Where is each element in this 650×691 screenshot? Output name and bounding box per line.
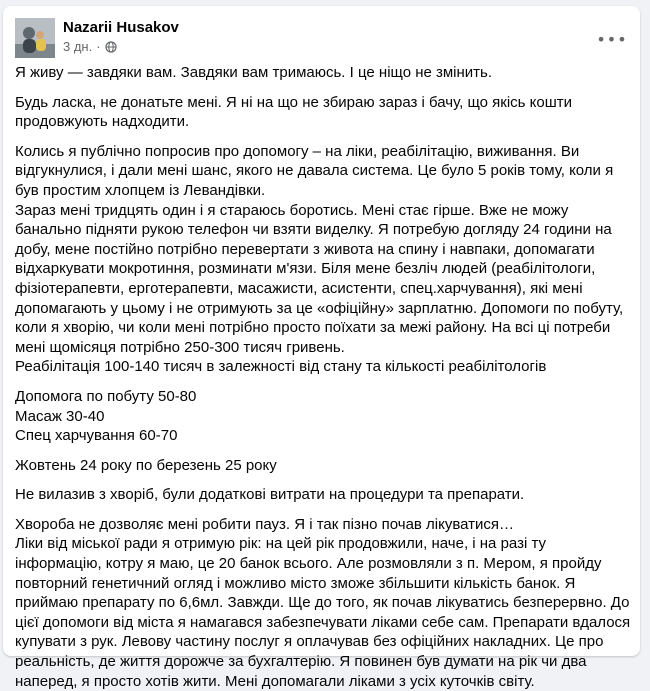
post-paragraph: Ліки від міської ради я отримую рік: на цей рік продовжили, наче, і на разі ту інформацію, котру я маю, це 20 банок всього. Але розмовляли з п. Мером, я пройду повторний генетичний огляд і можливо місто зможе збільшити кількість банок. Я приймаю препарату по 6,6мл. Завжди. Ще до того, як почав лікуватись безперервно. До цієї допомоги від міста я намагався забезпечувати ліками себе сам. Препарати вдалося купувати з рук. Левову частину послуг я оплачував без офіційних накладних. Це про реальність, де життя дорожче за бухгалтерію. Я повинен був думати на рік чи два наперед, я просто хотів жити. Мені допомагали ліками з усіх куточків світу. — [15, 535, 631, 690]
post-paragraph: Реабілітація 100-140 тисяч в залежності від стану та кількості реабілітологів — [15, 358, 547, 376]
post-paragraph: Масаж 30-40 — [15, 407, 105, 425]
avatar-photo-icon — [15, 18, 55, 58]
post-paragraph: Зараз мені тридцять один і я стараюсь боротись. Мені стає гірше. Вже не можу банально підняти рукою телефон чи взяти виделку. Я потребую догляду 24 години на добу, мене постійно потрібно перевертати з живота на спину і навпаки, допомагати відхаркувати мокротиння, розминати м'язи. Біля мене безліч людей (реабілітологи, фізіотерапевти, ерготерапевти, масажисти, асистенти, спец.харчування), які мені допомагають у цьому і не отримують за це «офіційну» зарплатню. Допомоги по побуту, коли я хворію, чи коли мені потрібно просто поїхати за межі району. На всі ці потреби мені щомісяця потрібно 250-300 тисяч гривень. — [15, 201, 624, 356]
post-header — [3, 6, 640, 62]
post-timestamp[interactable]: 3 дн. — [63, 39, 93, 54]
author-name[interactable]: Nazarii Husakov — [63, 19, 179, 36]
post-paragraph: Не вилазив з хворіб, були додаткові витрати на процедури та препарати. — [15, 486, 525, 504]
post-paragraph: Спец харчування 60-70 — [15, 427, 178, 445]
more-options-button[interactable] — [594, 22, 630, 58]
globe-icon — [105, 41, 117, 53]
more-horizontal-icon: ••• — [596, 30, 628, 49]
post-paragraph: Допомога по побуту 50-80 — [15, 387, 197, 405]
post-card — [3, 6, 640, 690]
avatar[interactable] — [15, 18, 55, 58]
post-paragraph: Я живу — завдяки вам. Завдяки вам тримаюсь. І це ніщо не змінить. — [15, 64, 493, 81]
post-text — [15, 63, 633, 691]
post-paragraph: Жовтень 24 року по березень 25 року — [15, 456, 277, 474]
post-paragraph: Будь ласка, не донатьте мені. Я ні на що не збираю зараз і бачу, що якісь кошти продовжують надходити. — [15, 93, 572, 131]
post-paragraph: Колись я публічно попросив про допомогу – на ліки, реабілітацію, виживання. Ви відгукнулися, і дали мені шанс, якого не давала система. Це було 5 років тому, коли я був простим хлопцем із Левандівки. — [15, 142, 614, 199]
meta-separator: · — [96, 39, 101, 54]
post-meta — [63, 39, 117, 55]
post-paragraph: Хвороба не дозволяє мені робити пауз. Я і так пізно почав лікуватися… — [15, 515, 515, 533]
